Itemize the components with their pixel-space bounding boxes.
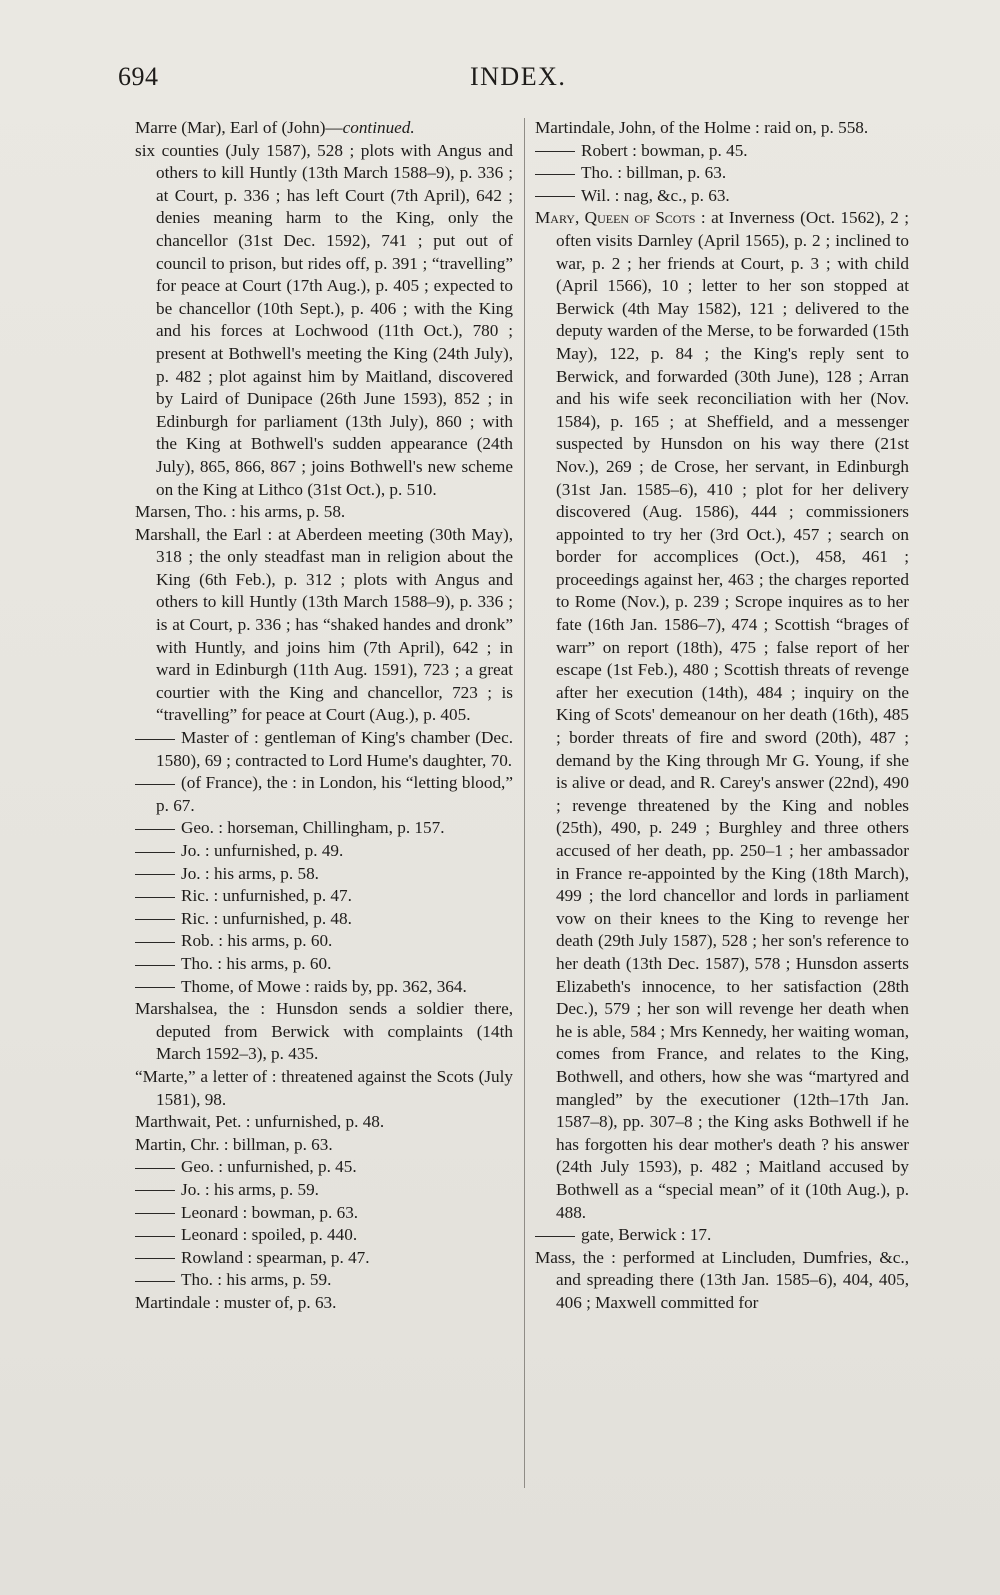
index-entry [535,162,909,185]
left-column [135,117,513,1314]
ditto-dash [135,897,175,898]
index-entry [135,885,513,908]
index-entry [135,817,513,840]
ditto-dash [135,784,175,785]
ditto-dash [135,852,175,853]
entry-text: (of France), the : in London, his “letting blood,” p. 67. [156,773,513,815]
index-entry [135,1269,513,1292]
entry-text: Martindale : muster of, p. 63. [135,1292,337,1312]
ditto-dash [135,919,175,920]
index-entry [535,140,909,163]
entry-text: : at Inverness (Oct. 1562), 2 ; often visits Darnley (April 1565), p. 2 ; inclined to war, p. 2 ; her friends at Court, p. 3 ; with child (April 1566), 10 ; letter to her son stopped at Berwick (4th May 1582), 121 ; delivered to the deputy warden of the Merse, to be forwarded (15th May), 122, p. 84 ; the King's reply sent to Berwick, and forwarded (30th June), 128 ; Arran and his wife seek reconciliation with her (Nov. 1584), p. 165 ; at Sheffield, and a messenger suspected by Hunsdon on his way there (21st Nov.), 269 ; de Crose, her servant, in Edinburgh (31st Jan. 1585–6), 410 ; plot for her delivery discovered (Aug. 1586), 444 ; commissioners appointed to try her (3rd Oct.), 457 ; search on border for accomplices (Oct.), 458, 461 ; proceedings against her, 463 ; the charges reported to Rome (Nov.), p. 239 ; Scrope inquires as to her fate (16th Jan. 1586–7), 474 ; Scottish “brages of warr” on report (18th), 475 ; false report of her escape (1st Feb.), 480 ; Scottish threats of revenge after her execution (14th), 484 ; inquiry on the King of Scots' demeanour on her death (16th), 485 ; border threats of fire and sword (20th), 487 ; demand by the King through Mr G. Young, if she is alive or dead, and R. Carey's answer (22nd), 490 ; revenge threatened by the King and nobles (25th), 490, p. 249 ; Burghley and three others accused of her death, pp. 250–1 ; her ambassador in France re-appointed by the King (18th March), 499 ; the lord chancellor and lords in parliament vow on their knees to the King to revenge her death (29th July 1587), 528 ; her son's reference to her death (13th Dec. 1587), 578 ; Hunsdon asserts Elizabeth's innocence, to her satisfaction (28th Dec.), 579 ; her son will revenge her death when he is able, 584 ; Mrs Kennedy, her waiting woman, comes from France, and relates to the King, Bothwell, and others, how she was “martyred and mangled” by the executioner (12th–17th Jan. 1587–8), pp. 307–8 ; the King asks Bothwell if he has forgotten his dear mother's death ? his answer (24th July 1593), p. 482 ; Maitland accused by Bothwell as a “special mean” of it (10th Aug.), p. 488. [556,208,909,1222]
index-entry [135,1224,513,1247]
ditto-dash [135,987,175,988]
entry-text: Martindale, John, of the Holme : raid on, p. 558. [535,118,869,137]
index-entry [135,1111,513,1134]
index-entry [135,976,513,999]
entry-text: Rowland : spearman, p. 47. [181,1247,370,1267]
entry-text: Ric. : unfurnished, p. 47. [181,886,352,906]
ditto-dash [135,739,175,740]
index-entry [135,140,513,502]
entry-text: Leonard : spoiled, p. 440. [181,1225,358,1245]
entry-text: Thome, of Mowe : raids by, pp. 362, 364. [181,976,467,996]
index-entry [535,185,909,208]
entry-text: Tho. : his arms, p. 60. [181,953,332,973]
entry-text: “Marte,” a letter of : threatened against the Scots (July 1581), 98. [135,1066,513,1109]
entry-text: Marshall, the Earl : at Aberdeen meeting (30th May), 318 ; the only steadfast man in religion about the King (6th Feb.), p. 312 ; plots with Angus and others to kill Huntly (13th March 1588–9), p. 336 ; is at Court, p. 336 ; has “shaked handes and dronk” with Huntly, and joins him (7th April), 642 ; in ward in Edinburgh (11th Aug. 1591), 723 ; a great courtier with the King and chancellor, 723 ; is “travelling” for peace at Court (Aug.), p. 405. [135,524,513,725]
ditto-dash [135,1281,175,1282]
entry-text: Ric. : unfurnished, p. 48. [181,908,352,928]
entry-text: Marsen, Tho. : his arms, p. 58. [135,502,346,522]
ditto-dash [135,874,175,875]
index-entry [135,1156,513,1179]
entry-text: Jo. : unfurnished, p. 49. [181,841,344,860]
index-entry [135,998,513,1066]
ditto-dash [535,174,575,175]
page-header [0,62,1000,92]
ditto-dash [135,1190,175,1191]
index-entry [135,930,513,953]
entry-text: Jo. : his arms, p. 59. [181,1179,319,1199]
entry-text: Marshalsea, the : Hunsdon sends a soldier there, deputed from Berwick with complaints (14th March 1592–3), p. 435. [135,999,513,1064]
ditto-dash [135,1258,175,1259]
index-entry [535,117,909,140]
index-entry [135,1134,513,1157]
entry-text: Marthwait, Pet. : unfurnished, p. 48. [135,1112,385,1132]
index-entry [135,117,513,140]
entry-text: gate, Berwick : 17. [581,1225,712,1245]
ditto-dash [135,965,175,966]
right-column [535,117,909,1314]
index-entry [135,1202,513,1225]
entry-text: Wil. : nag, &c., p. 63. [581,185,730,205]
entry-heading: Mary, Queen of Scots [535,208,696,228]
ditto-dash [535,196,575,197]
ditto-dash [135,1213,175,1214]
entry-text: Robert : bowman, p. 45. [581,140,748,160]
ditto-dash [135,829,175,830]
index-entry [135,840,513,863]
running-head: INDEX. [470,62,567,91]
index-entry [535,1247,909,1315]
entry-text: Rob. : his arms, p. 60. [181,931,333,951]
entry-text: Marre (Mar), Earl of (John)— [135,118,343,137]
entry-text: Martin, Chr. : billman, p. 63. [135,1134,333,1154]
continued-label: continued. [342,118,415,137]
ditto-dash [135,942,175,943]
index-entry [535,1224,909,1247]
index-entry [135,863,513,886]
index-entry [135,727,513,772]
entry-text: Tho. : billman, p. 63. [581,163,727,183]
entry-text: Geo. : unfurnished, p. 45. [181,1157,357,1177]
entry-continuation-text: six counties (July 1587), 528 ; plots with Angus and others to kill Huntly (13th March 1588–9), p. 336 ; at Court, p. 336 ; has left Court (7th April), 642 ; denies meaning harm to the King, only the chancellor (31st Dec. 1592), 741 ; put out of council to prison, but rides off, p. 391 ; “travelling” for peace at Court (17th Aug.), p. 405 ; expected to be chancellor (10th Sept.), p. 406 ; with the King and his forces at Lochwood (11th Oct.), 780 ; present at Bothwell's meeting the King (24th July), p. 482 ; plot against him by Maitland, discovered by Laird of Dunipace (26th June 1593), 852 ; in Edinburgh for parliament (13th July), 860 ; with the King at Bothwell's sudden appearance (24th July), 865, 866, 867 ; joins Bothwell's new scheme on the King at Lithco (31st Oct.), p. 510. [135,140,513,499]
entry-text: Jo. : his arms, p. 58. [181,863,319,883]
index-entry [135,953,513,976]
ditto-dash [135,1168,175,1169]
ditto-dash [535,1236,575,1237]
index-entry [135,1066,513,1111]
index-entry [135,1179,513,1202]
index-entry [135,1292,513,1315]
column-divider [524,118,525,1488]
page-number: 694 [118,62,159,91]
index-entry [135,772,513,817]
ditto-dash [535,151,575,152]
entry-text: Mass, the : performed at Lincluden, Dumfries, &c., and spreading there (13th Jan. 1585–6), 404, 405, 406 ; Maxwell committed for [535,1247,909,1312]
index-entry [535,207,909,1224]
index-entry [135,908,513,931]
entry-text: Tho. : his arms, p. 59. [181,1270,332,1290]
ditto-dash [135,1236,175,1237]
entry-text: Master of : gentleman of King's chamber (Dec. 1580), 69 ; contracted to Lord Hume's daughter, 70. [156,728,513,770]
index-entry [135,1247,513,1270]
entry-text: Leonard : bowman, p. 63. [181,1202,359,1222]
entry-text: Geo. : horseman, Chillingham, p. 157. [181,818,445,838]
index-entry [135,501,513,524]
index-entry [135,524,513,727]
